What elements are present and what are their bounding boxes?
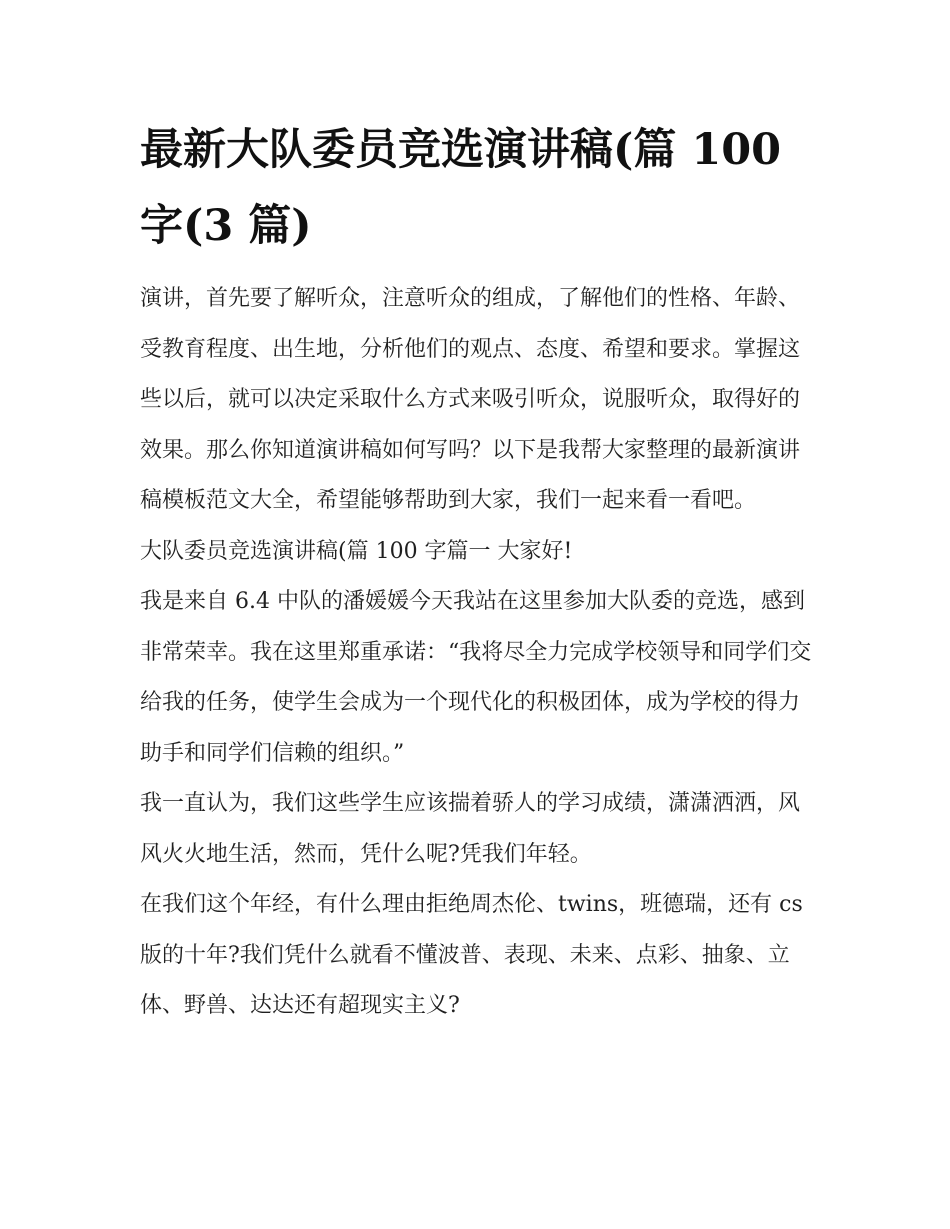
paragraph-intro: 演讲，首先要了解听众，注意听众的组成，了解他们的性格、年龄、受教育程度、出生地，分析他们的观点、态度、希望和要求。掌握这些以后，就可以决定采取什么方式来吸引听众，说服听众，取得好的效果。那么你知道演讲稿如何写吗？以下是我帮大家整理的最新演讲稿模板范文大全，希望能够帮助到大家，我们一起来看一看吧。 <box>140 286 801 513</box>
paragraph-youth-culture: 在我们这个年经，有什么理由拒绝周杰伦、twins，班德瑞，还有 cs 版的十年?我们凭什么就看不懂波普、表现、未来、点彩、抽象、立体、野兽、达达还有超现实主义? <box>140 892 803 1018</box>
document-body <box>140 112 812 1032</box>
document-title: 最新大队委员竞选演讲稿(篇 100 字(3 篇) <box>140 125 782 251</box>
paragraph-student-life: 我一直认为，我们这些学生应该揣着骄人的学习成绩，潇潇洒洒，风风火火地生活，然而，凭什么呢?凭我们年轻。 <box>140 791 801 867</box>
paragraph-speech-heading: 大队委员竞选演讲稿(篇 100 字篇一 大家好! <box>140 538 573 564</box>
paragraph-self-introduction: 我是来自 6.4 中队的潘媛媛今天我站在这里参加大队委的竞选，感到非常荣幸。我在这里郑重承诺：“我将尽全力完成学校领导和同学们交给我的任务，使学生会成为一个现代化的积极团体，成为学校的得力助手和同学们信赖的组织。” <box>140 589 812 766</box>
